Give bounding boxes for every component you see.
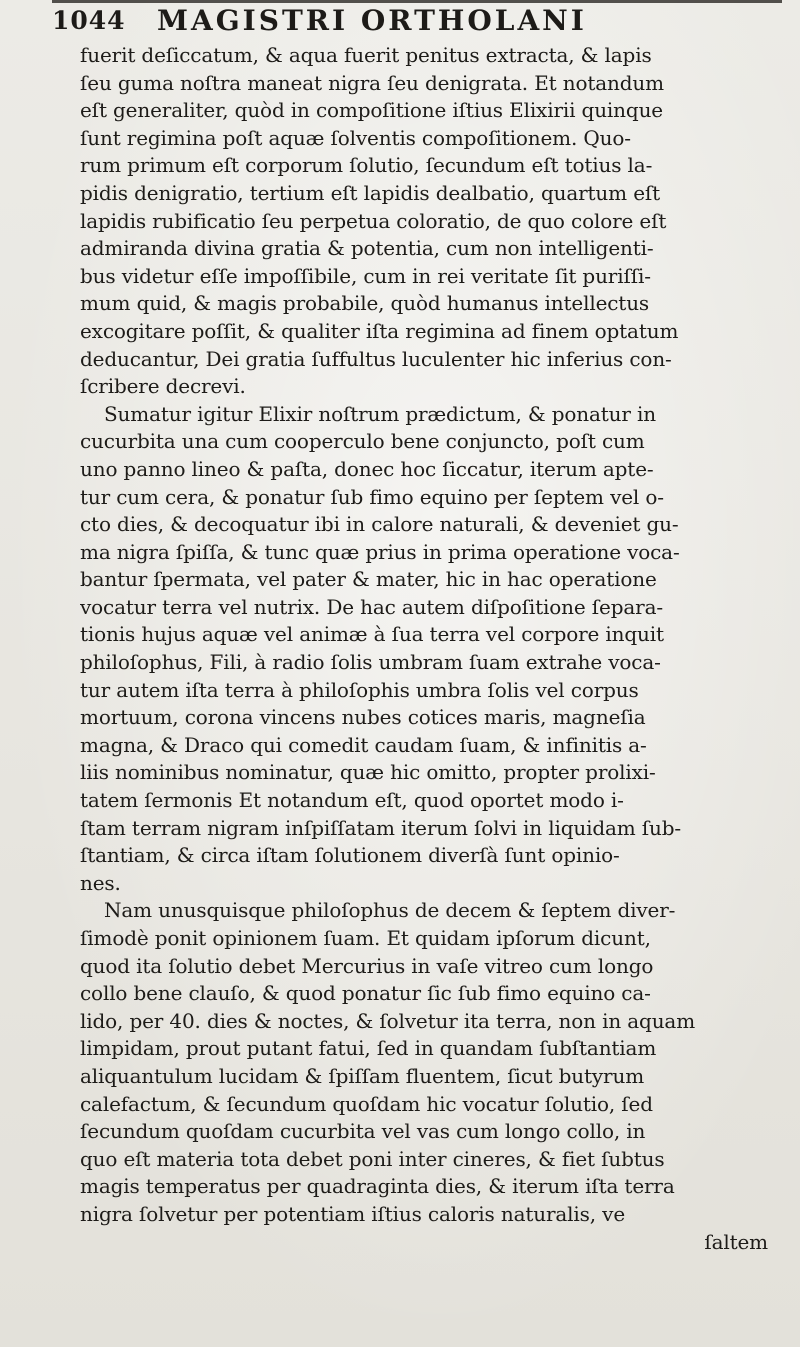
text-line: tur cum cera, & ponatur ſub fimo equino per ſeptem vel o- xyxy=(80,484,664,509)
text-line: magis temperatus per quadraginta dies, & iterum iſta terra xyxy=(80,1174,675,1199)
text-line: excogitare poſſit, & qualiter iſta regimina ad finem optatum xyxy=(80,318,679,343)
text-line: mum quid, & magis probabile, quòd humanus intellectus xyxy=(80,291,650,316)
text-line: fuerit deſiccatum, & aqua fuerit penitus extracta, & lapis xyxy=(80,43,652,67)
running-head: MAGISTRI ORTHOLANI xyxy=(157,4,587,37)
text-line: nes. xyxy=(80,870,121,895)
page-header xyxy=(52,0,782,36)
text-line: ſtantiam, & circa iſtam ſolutionem diverſà ſunt opinio- xyxy=(80,843,620,868)
text-line: tionis hujus aquæ vel animæ à ſua terra vel corpore inquit xyxy=(80,622,664,647)
text-line: mortuum, corona vincens nubes cotices maris, magneſia xyxy=(80,705,646,730)
text-line: rum primum eſt corporum ſolutio, ſecundum eſt totius la- xyxy=(80,153,653,178)
text-line: limpidam, prout putant fatui, ſed in quandam ſubſtantiam xyxy=(80,1036,657,1061)
text-line: tur autem iſta terra à philoſophis umbra ſolis vel corpus xyxy=(80,677,639,702)
text-line: ſecundum quoſdam cucurbita vel vas cum longo collo, in xyxy=(80,1119,646,1144)
text-line: Sumatur igitur Elixir noſtrum prædictum, & ponatur in xyxy=(104,401,656,426)
header-rule xyxy=(52,0,782,3)
text-line: bus videtur eſſe impoſſibile, cum in rei veritate ſit puriſſi- xyxy=(80,263,651,288)
text-line: philoſophus, Fili, à radio ſolis umbram ſuam extrahe voca- xyxy=(80,650,661,675)
text-line: Nam unusquisque philoſophus de decem & ſeptem diver- xyxy=(104,898,676,923)
text-line: pidis denigratio, tertium eſt lapidis dealbatio, quartum eſt xyxy=(80,180,661,205)
text-line: admiranda divina gratia & potentia, cum non intelligenti- xyxy=(80,236,654,261)
text-line: tatem ſermonis Et notandum eſt, quod oportet modo i- xyxy=(80,788,624,813)
text-line: ſcribere decrevi. xyxy=(80,374,246,399)
text-line: ſunt regimina poſt aquæ ſolventis compoſitionem. Quo- xyxy=(80,125,631,150)
text-line: cucurbita una cum cooperculo bene conjuncto, poſt cum xyxy=(80,429,645,454)
text-line: lido, per 40. dies & noctes, & ſolvetur ita terra, non in aquam xyxy=(80,1008,696,1033)
text-line: bantur ſpermata, vel pater & mater, hic in hac operatione xyxy=(80,567,657,592)
text-line: ſeu guma noſtra maneat nigra ſeu denigrata. Et notandum xyxy=(80,70,664,95)
text-line: aliquantulum lucidam & ſpiſſam fluentem, ſicut butyrum xyxy=(80,1063,645,1088)
page-number: 1044 xyxy=(52,6,126,35)
text-line: lapidis rubificatio ſeu perpetua coloratio, de quo colore eſt xyxy=(80,208,667,233)
text-line: quo eſt materia tota debet poni inter cineres, & fiet ſubtus xyxy=(80,1146,665,1171)
text-line: magna, & Draco qui comedit caudam ſuam, & infinitis a- xyxy=(80,732,647,757)
text-line: nigra ſolvetur per potentiam iſtius caloris naturalis, ve xyxy=(80,1201,626,1226)
text-line: eſt generaliter, quòd in compoſitione iſtius Elixirii quinque xyxy=(80,98,663,123)
text-line: cto dies, & decoquatur ibi in calore naturali, & deveniet gu- xyxy=(80,512,679,537)
text-line: uno panno lineo & paſta, donec hoc ſiccatur, iterum apte- xyxy=(80,456,654,481)
text-line: collo bene clauſo, & quod ponatur ſic ſub fimo equino ca- xyxy=(80,981,651,1006)
text-line: vocatur terra vel nutrix. De hac autem diſpoſitione ſepara- xyxy=(80,594,663,619)
text-line: ſimodè ponit opinionem ſuam. Et quidam ipſorum dicunt, xyxy=(80,926,651,950)
text-line: calefactum, & ſecundum quoſdam hic vocatur ſolutio, ſed xyxy=(80,1091,653,1116)
catchword: ſaltem xyxy=(704,1229,768,1254)
text-line: ſtam terram nigram inſpiſſatam iterum ſolvi in liquidam ſub- xyxy=(80,815,682,840)
text-line: ma nigra ſpiſſa, & tunc quæ prius in prima operatione voca- xyxy=(80,539,680,564)
body-text xyxy=(80,42,780,1256)
text-line: liis nominibus nominatur, quæ hic omitto, propter prolixi- xyxy=(80,760,656,785)
text-line: quod ita ſolutio debet Mercurius in vaſe vitreo cum longo xyxy=(80,953,654,978)
text-line: deducantur, Dei gratia ſuffultus luculenter hic inferius con- xyxy=(80,346,672,371)
